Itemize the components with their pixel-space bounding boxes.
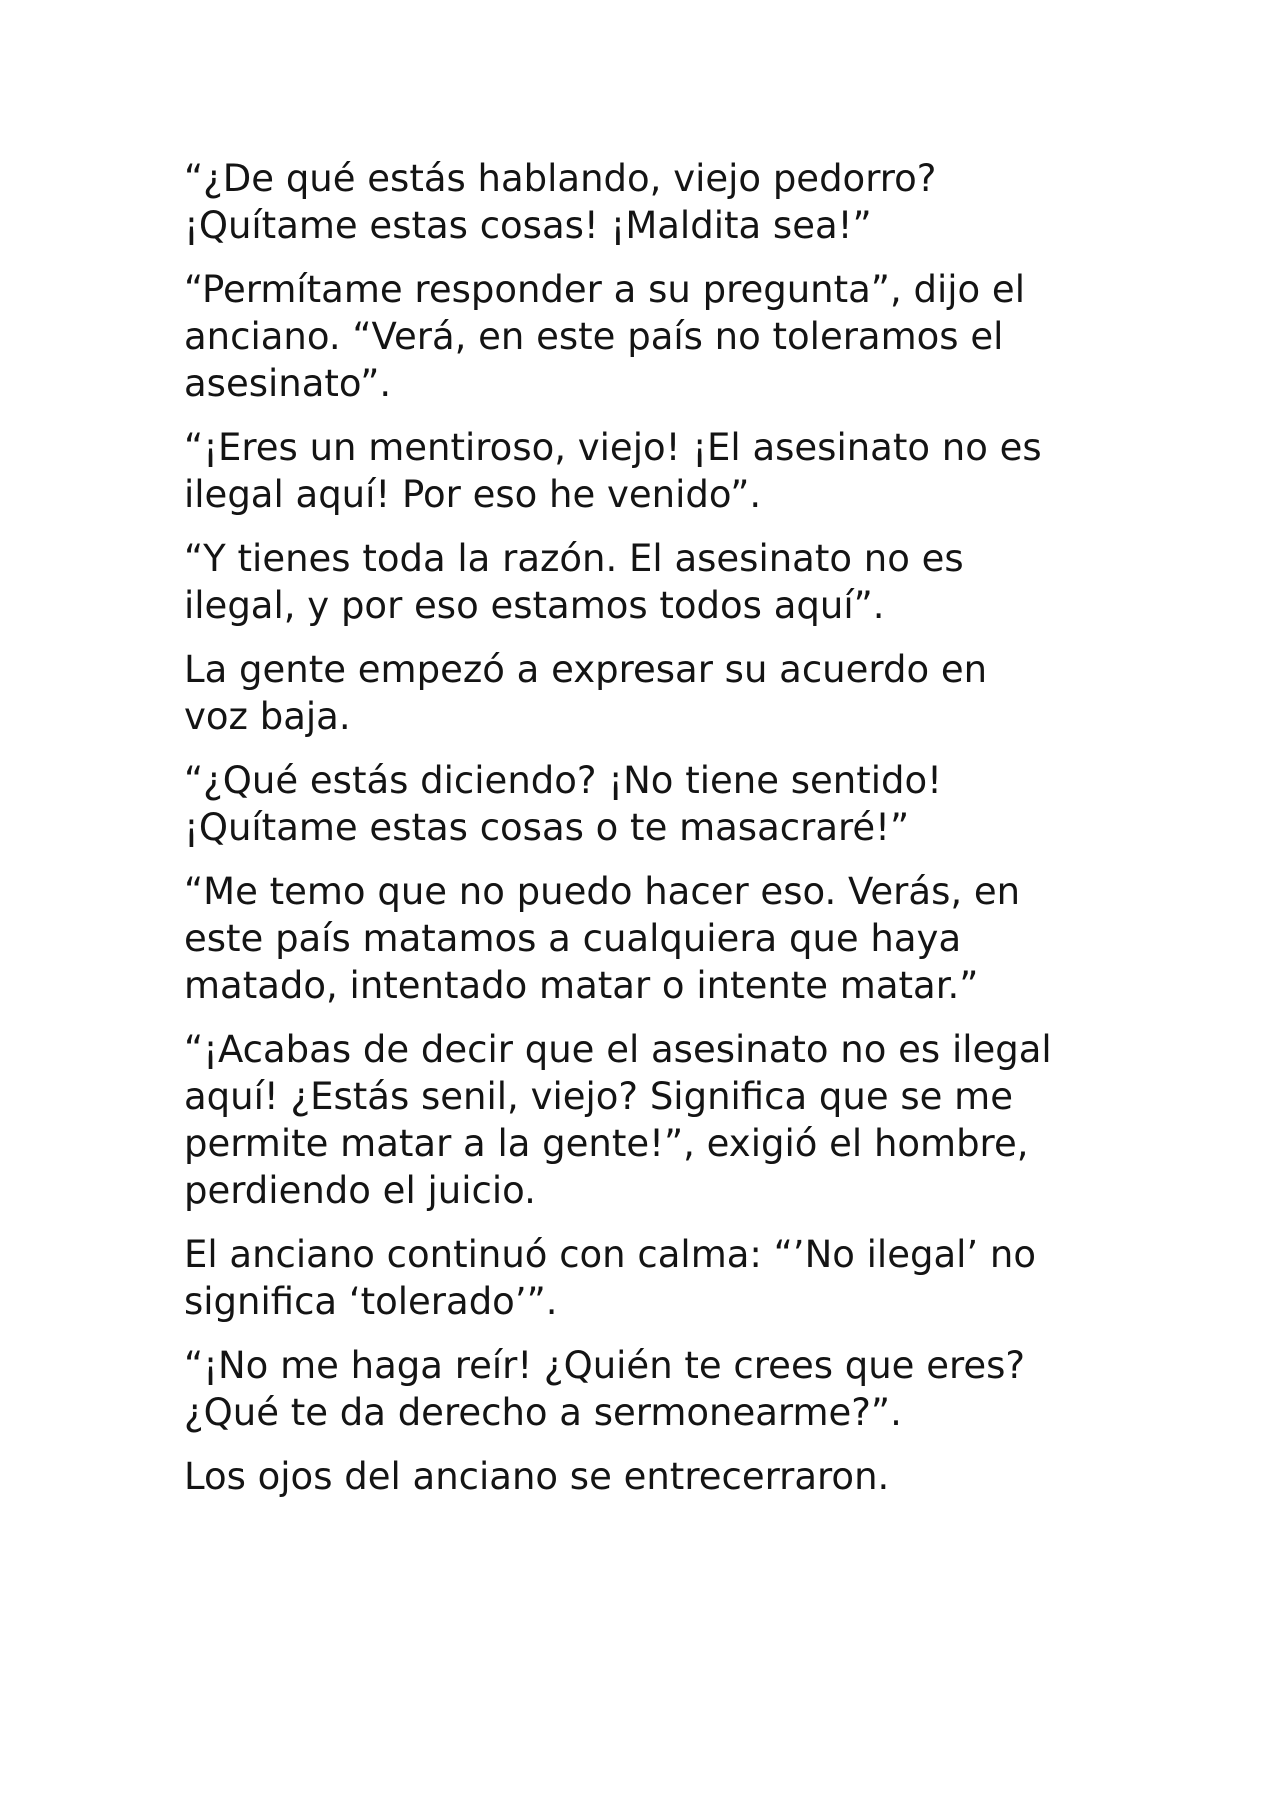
paragraph-2: “Permítame responder a su pregunta”, dijo el anciano. “Verá, en este país no toleramos el asesinato”. bbox=[184, 268, 1025, 405]
paragraph-4: “Y tienes toda la razón. El asesinato no es ilegal, y por eso estamos todos aquí”. bbox=[184, 537, 964, 627]
paragraph-6: “¿Qué estás diciendo? ¡No tiene sentido! ¡Quítame estas cosas o te masacraré!” bbox=[184, 759, 942, 849]
paragraph-7: “Me temo que no puedo hacer eso. Verás, en este país matamos a cualquiera que haya matado, intentado matar o intente matar.” bbox=[184, 870, 1021, 1007]
paragraph-1: “¿De qué estás hablando, viejo pedorro? ¡Quítame estas cosas! ¡Maldita sea!” bbox=[184, 157, 937, 247]
paragraph-9: El anciano continuó con calma: “’No ilegal’ no significa ‘tolerado’”. bbox=[184, 1233, 1037, 1323]
text-body bbox=[184, 155, 1104, 1517]
paragraph-10: “¡No me haga reír! ¿Quién te crees que eres? ¿Qué te da derecho a sermonearme?”. bbox=[184, 1344, 1026, 1434]
paragraph-5: La gente empezó a expresar su acuerdo en voz baja. bbox=[184, 648, 988, 738]
paragraph-8: “¡Acabas de decir que el asesinato no es ilegal aquí! ¿Estás senil, viejo? Significa que se me permite matar a la gente!”, exigió el hombre, perdiendo el juicio. bbox=[184, 1028, 1052, 1212]
paragraph-11: Los ojos del anciano se entrecerraron. bbox=[184, 1455, 890, 1498]
paragraph-3: “¡Eres un mentiroso, viejo! ¡El asesinato no es ilegal aquí! Por eso he venido”. bbox=[184, 426, 1042, 516]
